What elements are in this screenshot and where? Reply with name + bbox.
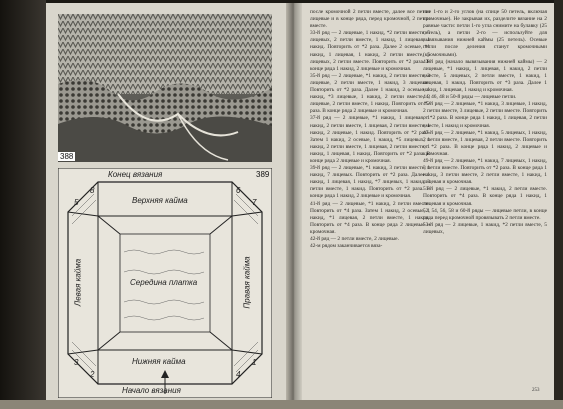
paragraph: 44, 46, 48 и 50-й ряды — лицевые петли.	[423, 94, 517, 101]
page-number: 253	[532, 388, 540, 393]
paragraph: 39-й ряд — 2 лицевые, *1 накид, 3 петли вместе, 1 накид, 7 лицевых. Повторить от *2 раза. Далее 1 накид, 1 лицевая, 1 накид, *7 лицевых, 1 накид, 3 петли вместе, 1 накид. Повторить от *2 раза. В конце ряда 1 накид, 2 лицевые и кромочная.	[310, 165, 430, 200]
text-column-2	[423, 9, 547, 236]
paragraph: 41-й ряд — 2 лицевые, *1 накид, 2 петли вместе. Повторить от *4 раза. Затем 1 накид, 2 осевые, 1 накид, *1 лицевая, 2 петли вместе, 1 накид. Повторить от *4 раза. В конце ряда 2 лицевые и кромочная.	[310, 200, 430, 235]
paragraph: 35-й ряд — 2 лицевые, *1 накид, 2 петли вместе, 3 лицевые, 2 петли вместе, 1 накид, 3 лицевые. Повторить от *2 раза. Далее 1 накид, 2 осевые, 1 накид, *3 лицевые, 1 накид, 2 петли вместе, 3 лицевые, 2 петли вместе, 1 накид. Повторить от *2 раза. В конце ряда 2 лицевые и кромочная.	[310, 72, 430, 115]
knitting-photo	[58, 14, 272, 162]
paragraph: 53-й ряд — 2 лицевые, 1 накид, *2 петли вместе, 5 лицевых,	[423, 221, 547, 235]
label-left-border: Левая кайма	[73, 258, 83, 307]
paragraph: после кромочной 2 петли вместе, далее все петли лицевые и в конце ряда, перед кромочной, 2 петли вместе.	[310, 9, 430, 30]
paragraph: 51-й ряд — 2 лицевые, *1 накид, 2 петли вместе. Повторить от *4 раза. В конце ряда 1 накид, 1 лицевая и кромочная.	[423, 186, 547, 207]
label-end-of-knitting: Конец вязания	[108, 170, 163, 179]
corner-number: 2	[90, 370, 95, 379]
corner-number: 3	[74, 358, 79, 367]
corner-number: 7	[252, 198, 257, 207]
paragraph: 37-й ряд — 2 лицевые, *1 накид, 1 лицевая, 1 накид, 2 петли вместе, 1 лицевая, 2 петли вместе, 1 накид, 2 лицевые, 1 накид. Повторить от *2 раза. Затем 1 накид, 2 осевые, 1 накид, *5 лицевых, 1 накид, 2 петли вместе, 1 лицевая, 2 петли вместе, 1 накид, 1 лицевая, 1 накид. Повторить от *2 раза. В конце ряда 2 лицевые и кромочная.	[310, 115, 430, 164]
corner-number: 4	[236, 370, 241, 379]
shawl-diagram	[58, 168, 272, 398]
corner-number: 8	[90, 186, 95, 195]
paragraph: 42-й ряд — 2 петли вместе, 2 лицевые.	[310, 236, 399, 242]
book-gutter	[286, 3, 302, 401]
paragraph: 42-м рядом заканчивается вяза-	[310, 243, 383, 250]
corner-number: 5	[74, 198, 79, 207]
corner-number: 1	[252, 358, 257, 367]
page-edges-bottom	[0, 400, 563, 409]
paragraph: 49-й ряд — 2 лицевые, *1 накид, 7 лицевых, 1 накид, 3 петли вместе. Повторить от *2 раза. В конце ряда 1 накид, 3 петли вместе, 2 петли вместе, 1 накид, 1 лицевая и кромочная.	[423, 157, 547, 186]
label-lower-border: Нижняя кайма	[132, 357, 186, 366]
paragraph: 33-й ряд — 2 лицевые, 1 накид, *2 петли вместе, 5 лицевых, 2 петли вместе, 1 накид, 1 лицевая, 1 накид. Повторить от *2 раза. Далее 2 осевые, *1 накид, 1 лицевая, 1 накид, 2 петли вместе, 5 лицевых, 2 петли вместе. Повторить от *2 раза. В конце ряда 1 накид, 2 лицевые и кромочная.	[310, 30, 430, 72]
label-right-border: Правая кайма	[242, 256, 252, 309]
book-edge-right	[554, 0, 563, 409]
label-upper-border: Верхняя кайма	[132, 196, 188, 205]
figure-number-photo: 388	[60, 152, 74, 161]
paragraph: ние 1-го и 2-го углов (на спице 50 петель, включая кромочные). Не закрывая их, разделите вязание на 2 равные части: петли 1-го угла снимите на булавку (25 петель), а петли 2-го — используйте для вывязывания нижней каймы (25 петель). Осевые петли после деления станут кромочными (кромочными).	[423, 9, 547, 58]
paragraph: 47-й ряд — 2 лицевые, *1 накид, 5 лицевых, 1 накид, 2 петли вместе, 1 лицевая, 2 петли вместе. Повторить от *2 раза. В конце ряда 1 накид, 2 лицевые и кромочная.	[423, 129, 547, 157]
paragraph: 43-й ряд (начало вывязывания нижней каймы) — 2 лицевые, *1 накид, 1 лицевая, 1 накид, 2 петли вместе, 5 лицевых, 2 петли вместе, 1 накид, 1 лицевая, 1 накид. Повторить от *3 раза. Далее 1 накид, 1 лицевая, 1 накид и кромочная.	[423, 58, 547, 94]
label-middle: Середина платка	[130, 278, 198, 287]
paragraph: 52, 54, 56, 58 и 60-й ряды — лицевые петли, в конце ряда перед кромочной провязывать 2 петли вместе.	[423, 207, 547, 221]
text-column-1	[310, 9, 430, 250]
paragraph: 45-й ряд — 2 лицевые, *1 накид, 3 лицевые, 1 накид, 2 петли вместе, 3 лицевые, 2 петли вместе. Повторить от *2 раза. В конце ряда 1 накид, 1 лицевая, 2 петли вместе, 1 накид и кромочная.	[423, 101, 547, 129]
label-start-of-knitting: Начало вязания	[122, 386, 181, 395]
figure-number-diagram: 389	[256, 170, 270, 179]
book-edge-left	[0, 0, 46, 409]
corner-number: 6	[236, 186, 241, 195]
